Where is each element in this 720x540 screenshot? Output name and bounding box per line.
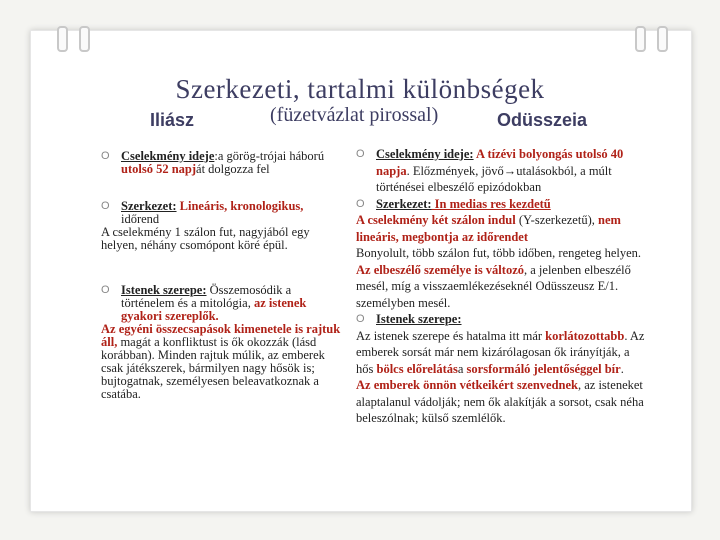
left-bullet-time: O Cselekmény ideje:a görög-trójai háború utolsó 52 napját dolgozza fel — [101, 149, 325, 176]
ring-icon — [635, 26, 646, 52]
right-column-heading: Odüsszeia — [497, 110, 588, 130]
right-bullet-time: O Cselekmény ideje: A tízévi bolyongás utolsó 40 napja. Előzmények, jövő→utalásokból, a múlt történései elbeszélő epizódokban — [356, 147, 624, 194]
left-column-heading: Iliász — [150, 110, 195, 130]
binder-rings — [0, 0, 720, 60]
left-bullet-structure: O Szerkezet: Lineáris, kronologikus, időrend — [101, 199, 304, 226]
slide-title: Szerkezeti, tartalmi különbségek — [175, 74, 545, 104]
left-structure-paragraph: A cselekmény 1 szálon fut, nagyjából egy helyen, néhány csomópont köré épül. — [101, 225, 310, 252]
right-bullet-gods: O Istenek szerepe: — [356, 312, 462, 326]
right-paragraph-1: A cselekmény két szálon indul (Y-szerkezetű), nem lineáris, megbontja az időrendet — [356, 213, 621, 244]
bullet-icon: O — [101, 200, 110, 212]
ring-icon — [657, 26, 668, 52]
right-bullet-structure: O Szerkezet: In medias res kezdetű — [356, 196, 551, 211]
ring-icon — [57, 26, 68, 52]
right-paragraph-3: Az istenek szerepe és hatalma itt már korlátozottabb. Az emberek sorsát már nem kizárólagosan ők irányítják, a hős bölcs előrelátása sorsformáló jelentőséggel bír. — [356, 328, 645, 376]
bullet-icon: O — [101, 284, 110, 296]
right-paragraph-2: Bonyolult, több szálon fut, több időben, rengeteg helyen. Az elbeszélő személye is változó, a jelenben elbeszélő mesél, míg a visszaemlékezéseknél Odüsszeusz E/1. személyben mesél. — [356, 246, 642, 310]
bullet-icon: O — [356, 313, 365, 325]
slide-subtitle: (füzetvázlat pirossal) — [270, 104, 439, 126]
right-column — [356, 146, 646, 427]
bullet-icon: O — [101, 150, 110, 162]
bullet-icon: O — [356, 197, 365, 210]
ring-icon — [79, 26, 90, 52]
bullet-icon: O — [356, 148, 365, 160]
left-column — [101, 150, 341, 401]
left-bullet-gods: O Istenek szerepe: Összemosódik a történelem és a mitológia, az istenek gyakori szereplők. — [101, 283, 307, 323]
left-gods-paragraph: Az egyéni összecsapások kimenetele is rajtuk áll, magát a konfliktust is ők okozzák (lásd korábban). Minden rajtuk múlik, az emberek csak játékszerek, bármilyen nagy hősök is; bujtogatnak, személyesen beleavatkoznak a csatába. — [101, 322, 341, 401]
right-paragraph-4: Az emberek önnön vétkeikért szenvednek, az isteneket alaptalanul vádolják; nem ők alakítják a sorsot, csak néha beleszólnak; külső szemlélők. — [356, 378, 644, 425]
